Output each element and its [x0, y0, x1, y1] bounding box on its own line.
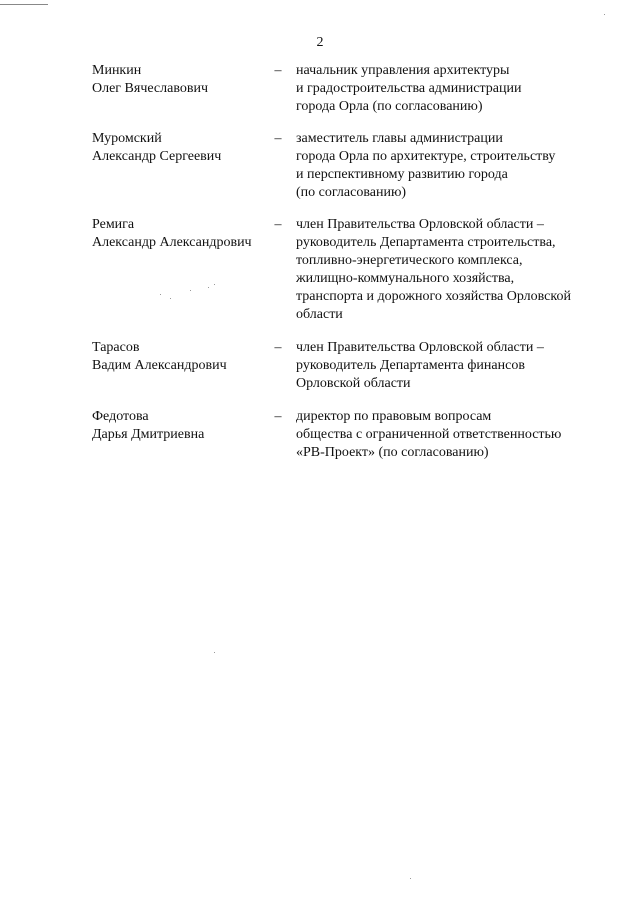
scan-speck: [170, 298, 171, 299]
position-line: начальник управления архитектуры: [296, 63, 510, 78]
scan-speck: [604, 14, 605, 15]
position-line: Орловской области: [296, 376, 411, 391]
member-given-names: Вадим Александрович: [92, 358, 227, 373]
position-line: руководитель Департамента строительства,: [296, 235, 556, 250]
position-line: и перспективному развитию города: [296, 167, 508, 182]
member-position: [296, 62, 616, 116]
member-name: [92, 339, 272, 375]
member-name: [92, 216, 272, 252]
member-position: [296, 216, 616, 324]
entry-dash: –: [274, 217, 282, 232]
scan-speck: [190, 290, 191, 291]
position-line: города Орла (по согласованию): [296, 99, 483, 114]
position-line: член Правительства Орловской области –: [296, 340, 544, 355]
position-line: топливно-энергетического комплекса,: [296, 253, 523, 268]
entry-dash: –: [274, 63, 282, 78]
member-surname: Минкин: [92, 63, 142, 78]
position-line: города Орла по архитектуре, строительству: [296, 149, 556, 164]
member-surname: Ремига: [92, 217, 135, 232]
position-line: области: [296, 307, 343, 322]
entry-dash: –: [274, 409, 282, 424]
position-line: «РВ-Проект» (по согласованию): [296, 445, 489, 460]
position-line: и градостроительства администрации: [296, 81, 522, 96]
member-surname: Муромский: [92, 131, 162, 146]
position-line: заместитель главы администрации: [296, 131, 503, 146]
entry-dash: –: [274, 131, 282, 146]
member-given-names: Александр Александрович: [92, 235, 252, 250]
scan-speck: [160, 294, 161, 295]
member-given-names: Александр Сергеевич: [92, 149, 222, 164]
member-surname: Тарасов: [92, 340, 140, 355]
member-given-names: Дарья Дмитриевна: [92, 427, 205, 442]
member-name: [92, 62, 272, 98]
member-position: [296, 339, 616, 393]
position-line: руководитель Департамента финансов: [296, 358, 525, 373]
scan-speck: [208, 287, 209, 288]
member-given-names: Олег Вячеславович: [92, 81, 209, 96]
entry-dash: –: [274, 340, 282, 355]
scan-speck: [214, 284, 215, 285]
scan-speck: [410, 878, 411, 879]
member-name: [92, 130, 272, 166]
member-surname: Федотова: [92, 409, 149, 424]
scan-speck: [214, 652, 215, 653]
position-line: (по согласованию): [296, 185, 407, 200]
page-number: 2: [316, 35, 324, 50]
position-line: член Правительства Орловской области –: [296, 217, 544, 232]
member-position: [296, 408, 616, 462]
position-line: общества с ограниченной ответственностью: [296, 427, 562, 442]
member-name: [92, 408, 272, 444]
position-line: транспорта и дорожного хозяйства Орловской: [296, 289, 571, 304]
member-position: [296, 130, 616, 202]
position-line: директор по правовым вопросам: [296, 409, 492, 424]
position-line: жилищно-коммунального хозяйства,: [296, 271, 515, 286]
